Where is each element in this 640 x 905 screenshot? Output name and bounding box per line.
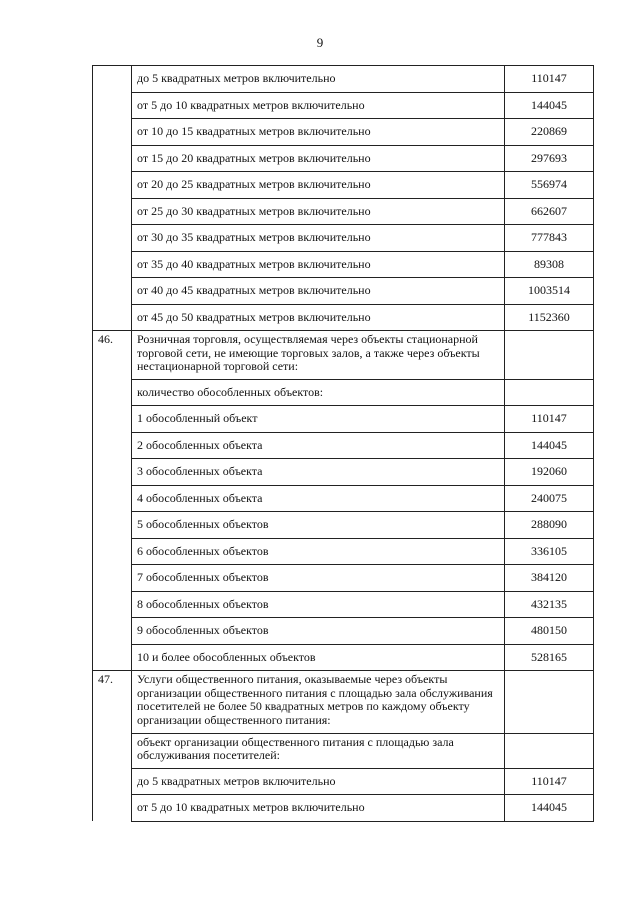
table-row xyxy=(93,459,594,486)
tariff-table xyxy=(92,65,594,822)
row-value: 110147 xyxy=(505,768,594,795)
row-value: 1152360 xyxy=(505,304,594,331)
row-value: 777843 xyxy=(505,225,594,252)
row-value: 89308 xyxy=(505,251,594,278)
table-row xyxy=(93,406,594,433)
row-label: 9 обособленных объектов xyxy=(132,618,505,645)
table-row xyxy=(93,768,594,795)
row-number-cell xyxy=(93,66,132,93)
row-value: 144045 xyxy=(505,432,594,459)
section-title: Розничная торговля, осуществляемая через объекты стационарной торговой сети, не имеющие торговых залов, а также через объекты нестационарной торговой сети: xyxy=(132,331,505,380)
table-row xyxy=(93,591,594,618)
row-value: 192060 xyxy=(505,459,594,486)
table-row xyxy=(93,251,594,278)
row-number-cell xyxy=(93,198,132,225)
row-number-cell xyxy=(93,225,132,252)
row-label: от 35 до 40 квадратных метров включительно xyxy=(132,251,505,278)
row-number-cell xyxy=(93,644,132,671)
row-label: от 5 до 10 квадратных метров включительно xyxy=(132,795,505,822)
table-row xyxy=(93,92,594,119)
row-label: от 40 до 45 квадратных метров включительно xyxy=(132,278,505,305)
row-label: 1 обособленный объект xyxy=(132,406,505,433)
section-value-empty xyxy=(505,671,594,734)
table-row xyxy=(93,795,594,822)
table-row xyxy=(93,66,594,93)
section-value-empty xyxy=(505,331,594,380)
row-number-cell xyxy=(93,733,132,768)
table-row xyxy=(93,538,594,565)
row-number-cell xyxy=(93,459,132,486)
row-number-cell xyxy=(93,119,132,146)
subheading-row xyxy=(93,733,594,768)
table-row xyxy=(93,198,594,225)
row-value: 432135 xyxy=(505,591,594,618)
section-number: 47. xyxy=(93,671,132,734)
row-value: 556974 xyxy=(505,172,594,199)
row-value: 297693 xyxy=(505,145,594,172)
row-value: 288090 xyxy=(505,512,594,539)
row-value: 220869 xyxy=(505,119,594,146)
table-row xyxy=(93,432,594,459)
row-label: от 20 до 25 квадратных метров включительно xyxy=(132,172,505,199)
row-number-cell xyxy=(93,591,132,618)
section-header-row xyxy=(93,671,594,734)
section-title: Услуги общественного питания, оказываемые через объекты организации общественного питания с площадью зала обслуживания посетителей не более 50 квадратных метров по каждому объекту организации общественного питания: xyxy=(132,671,505,734)
row-number-cell xyxy=(93,278,132,305)
row-number-cell xyxy=(93,512,132,539)
row-number-cell xyxy=(93,795,132,822)
row-value: 662607 xyxy=(505,198,594,225)
row-value: 384120 xyxy=(505,565,594,592)
row-label: 2 обособленных объекта xyxy=(132,432,505,459)
row-label: 7 обособленных объектов xyxy=(132,565,505,592)
row-value: 480150 xyxy=(505,618,594,645)
row-label: от 10 до 15 квадратных метров включительно xyxy=(132,119,505,146)
section-subheading: количество обособленных объектов: xyxy=(132,379,505,406)
row-label: 4 обособленных объекта xyxy=(132,485,505,512)
row-label: до 5 квадратных метров включительно xyxy=(132,768,505,795)
table-row xyxy=(93,225,594,252)
table-row xyxy=(93,644,594,671)
row-number-cell xyxy=(93,145,132,172)
row-number-cell xyxy=(93,538,132,565)
row-value: 144045 xyxy=(505,795,594,822)
row-value: 528165 xyxy=(505,644,594,671)
table-row xyxy=(93,618,594,645)
row-value: 336105 xyxy=(505,538,594,565)
row-label: 5 обособленных объектов xyxy=(132,512,505,539)
row-number-cell xyxy=(93,432,132,459)
row-value: 110147 xyxy=(505,66,594,93)
row-label: 6 обособленных объектов xyxy=(132,538,505,565)
row-label: от 5 до 10 квадратных метров включительно xyxy=(132,92,505,119)
table-row xyxy=(93,119,594,146)
table-row xyxy=(93,304,594,331)
subheading-row xyxy=(93,379,594,406)
row-number-cell xyxy=(93,565,132,592)
row-number-cell xyxy=(93,406,132,433)
row-label: 10 и более обособленных объектов xyxy=(132,644,505,671)
row-label: от 25 до 30 квадратных метров включительно xyxy=(132,198,505,225)
row-number-cell xyxy=(93,304,132,331)
section-number: 46. xyxy=(93,331,132,380)
row-label: 8 обособленных объектов xyxy=(132,591,505,618)
table-row xyxy=(93,565,594,592)
page-number: 9 xyxy=(316,35,324,50)
row-number-cell xyxy=(93,251,132,278)
row-number-cell xyxy=(93,485,132,512)
row-label: до 5 квадратных метров включительно xyxy=(132,66,505,93)
row-number-cell xyxy=(93,92,132,119)
row-value: 1003514 xyxy=(505,278,594,305)
section-subheading: объект организации общественного питания с площадью зала обслуживания посетителей: xyxy=(132,733,505,768)
row-value-empty xyxy=(505,379,594,406)
table-row xyxy=(93,172,594,199)
row-value: 110147 xyxy=(505,406,594,433)
row-number-cell xyxy=(93,379,132,406)
section-header-row xyxy=(93,331,594,380)
row-number-cell xyxy=(93,618,132,645)
row-label: от 15 до 20 квадратных метров включительно xyxy=(132,145,505,172)
row-value-empty xyxy=(505,733,594,768)
table-row xyxy=(93,145,594,172)
row-number-cell xyxy=(93,768,132,795)
row-label: 3 обособленных объекта xyxy=(132,459,505,486)
row-value: 144045 xyxy=(505,92,594,119)
table-row xyxy=(93,512,594,539)
table-row xyxy=(93,485,594,512)
row-label: от 30 до 35 квадратных метров включительно xyxy=(132,225,505,252)
row-label: от 45 до 50 квадратных метров включительно xyxy=(132,304,505,331)
row-number-cell xyxy=(93,172,132,199)
row-value: 240075 xyxy=(505,485,594,512)
table-row xyxy=(93,278,594,305)
